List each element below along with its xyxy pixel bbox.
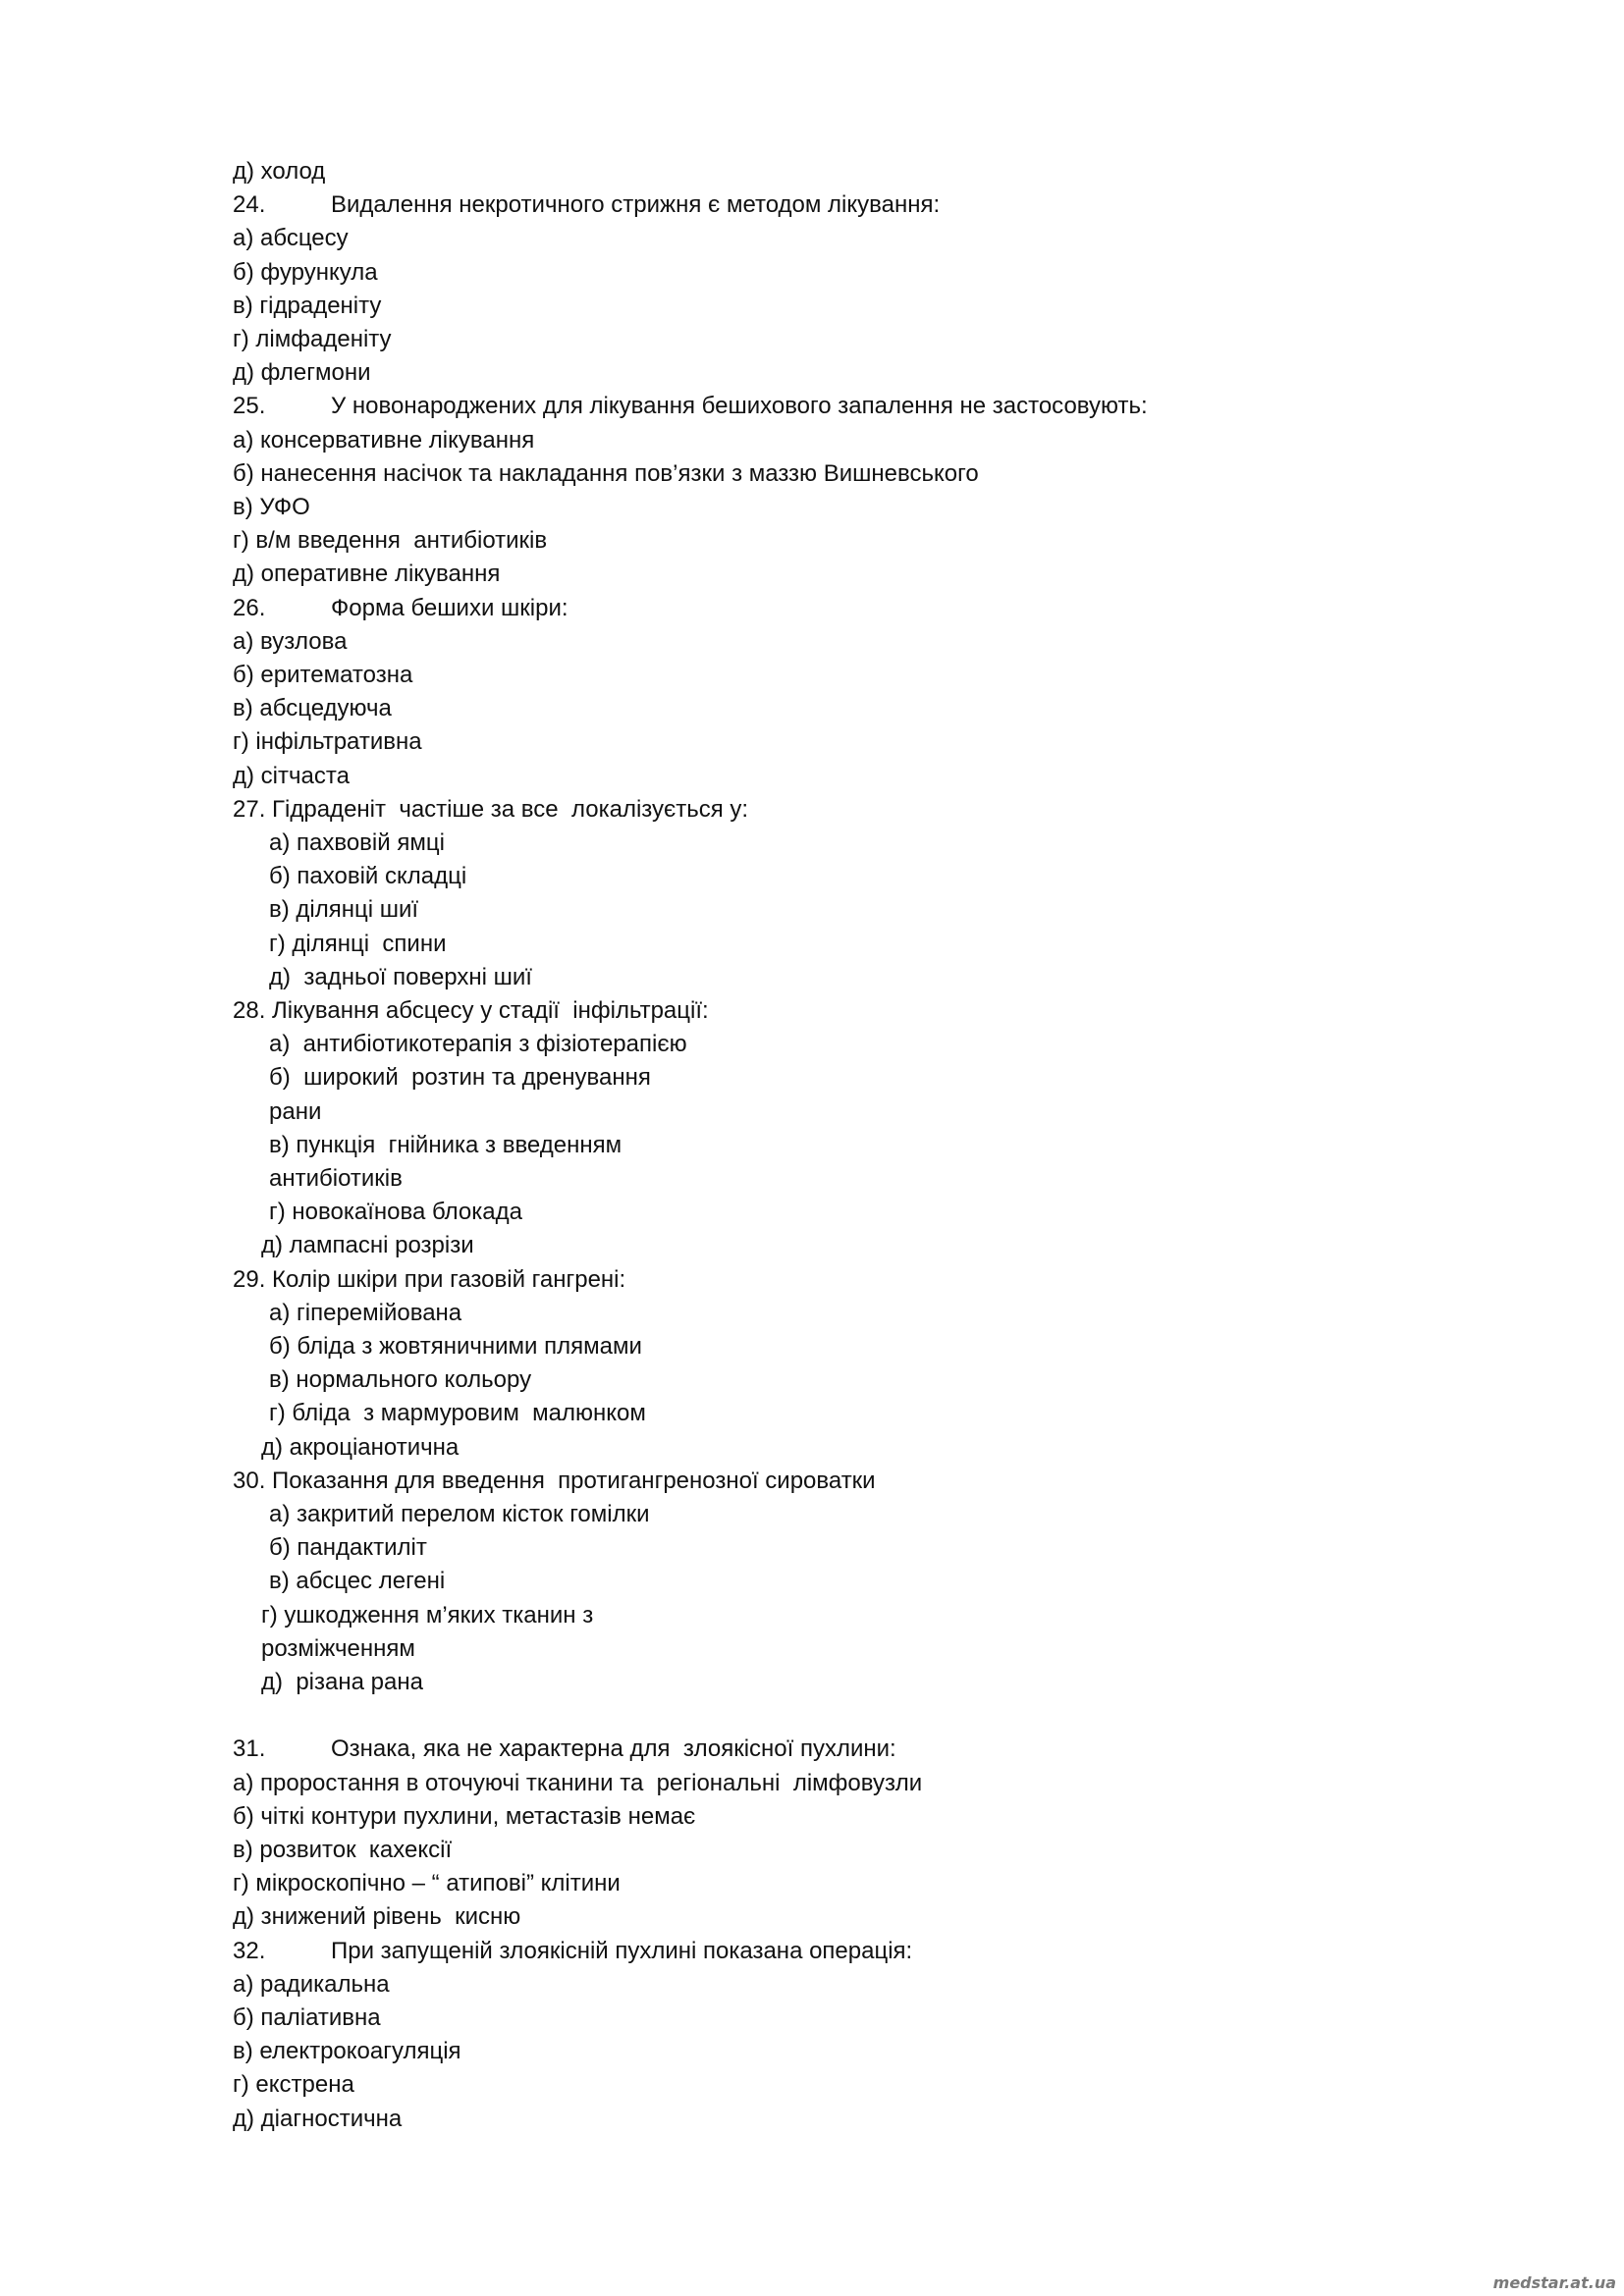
text-line: [233, 155, 325, 188]
text-line: [233, 1767, 922, 1800]
line-text: г) лімфаденіту: [233, 326, 392, 352]
line-text: д) лампасні розрізи: [261, 1232, 474, 1259]
line-text: г) екстрена: [233, 2071, 354, 2099]
question-line: [233, 390, 1148, 423]
text-line: [269, 1330, 642, 1363]
line-text: Форма бешихи шкіри:: [331, 594, 568, 621]
line-text: а) абсцесу: [233, 225, 349, 252]
question-number: 24.: [233, 191, 266, 219]
line-text: д) холод: [233, 158, 326, 185]
text-line: [233, 2068, 354, 2102]
text-line: [261, 1666, 423, 1699]
line-text: При запущеній злоякісній пухлині показана операція:: [331, 1937, 913, 1964]
line-text: б) широкий розтин та дренування: [269, 1064, 651, 1092]
text-line: [269, 1196, 522, 1229]
line-text: в) нормального кольору: [269, 1366, 532, 1394]
line-text: б) бліда з жовтяничними плямами: [269, 1333, 642, 1360]
text-line: [233, 1900, 520, 1934]
text-line: [261, 1632, 415, 1666]
question-line: [233, 1733, 896, 1766]
line-text: б) еритематозна: [233, 662, 413, 688]
text-line: [233, 994, 709, 1028]
line-text: а) гіперемійована: [269, 1299, 462, 1326]
text-line: [269, 1531, 427, 1565]
text-line: [233, 1867, 621, 1900]
line-text: а) вузлова: [233, 627, 348, 655]
watermark: medstar.at.ua: [1492, 2273, 1616, 2292]
line-text: в) пункція гнійника з введенням: [269, 1131, 623, 1158]
text-line: [269, 928, 446, 961]
text-line: [269, 1397, 646, 1430]
line-text: Видалення некротичного стрижня є методом лікування:: [331, 191, 941, 219]
line-text: а) антибіотикотерапія з фізіотерапією: [269, 1031, 687, 1058]
text-line: [233, 424, 534, 457]
text-line: [269, 1129, 622, 1162]
line-text: д) знижений рівень кисню: [233, 1903, 521, 1931]
text-line: [269, 1297, 461, 1330]
question-line: [233, 592, 568, 625]
line-text: б) паховій складці: [269, 863, 467, 890]
line-text: г) бліда з мармуровим малюнком: [269, 1400, 646, 1427]
text-line: [269, 1028, 687, 1061]
question-number: 25.: [233, 393, 266, 420]
line-text: г) мікроскопічно – “ атипові” клітини: [233, 1870, 621, 1897]
line-text: 29. Колір шкіри при газовій гангрені:: [233, 1265, 626, 1293]
text-line: [233, 491, 310, 524]
question-line: [233, 188, 940, 222]
line-text: д) задньої поверхні шиї: [269, 963, 532, 990]
line-text: в) гідраденіту: [233, 292, 382, 319]
question-number: 32.: [233, 1937, 266, 1964]
text-line: [269, 1363, 531, 1397]
line-text: в) ділянці шиї: [269, 896, 419, 924]
line-text: б) фурункула: [233, 258, 378, 286]
question-number: 26.: [233, 594, 266, 621]
line-text: г) в/м введення антибіотиків: [233, 527, 548, 555]
line-text: б) нанесення насічок та накладання пов’язки з маззю Вишневського: [233, 459, 979, 487]
text-line: [269, 961, 532, 994]
line-text: розміжченням: [261, 1634, 415, 1662]
text-line: [261, 1229, 474, 1262]
text-line: [233, 2103, 402, 2136]
line-text: г) ділянці спини: [269, 930, 447, 957]
text-line: [233, 1263, 625, 1297]
line-text: б) чіткі контури пухлини, метастазів немає: [233, 1802, 696, 1830]
text-line: [233, 1834, 452, 1867]
line-text: б) пандактиліт: [269, 1534, 427, 1562]
text-line: [233, 793, 748, 827]
line-text: а) закритий перелом кісток гомілки: [269, 1501, 650, 1527]
text-line: [233, 692, 392, 725]
line-text: д) флегмони: [233, 359, 371, 387]
text-line: [261, 1431, 459, 1465]
text-line: [233, 760, 350, 793]
text-line: [233, 1800, 695, 1834]
text-line: [233, 2035, 461, 2068]
text-line: [233, 290, 381, 323]
text-line: [233, 2002, 381, 2035]
line-text: Ознака, яка не характерна для злоякісної пухлини:: [331, 1735, 896, 1763]
line-text: в) УФО: [233, 494, 310, 520]
text-line: [233, 524, 547, 558]
line-text: в) розвиток кахексії: [233, 1837, 453, 1863]
line-text: антибіотиків: [269, 1165, 403, 1192]
line-text: в) абсцес легені: [269, 1568, 446, 1595]
text-line: [233, 659, 412, 692]
line-text: в) електрокоагуляція: [233, 2038, 461, 2065]
text-line: [269, 1162, 403, 1196]
line-text: рани: [269, 1097, 322, 1125]
text-line: [233, 725, 422, 759]
text-line: [233, 1968, 390, 2002]
line-text: г) ушкодження м’яких тканин з: [261, 1601, 594, 1629]
question-number: 31.: [233, 1735, 266, 1763]
line-text: д) акроціанотична: [261, 1433, 460, 1461]
text-line: [233, 256, 378, 290]
line-text: а) радикальна: [233, 1970, 390, 1998]
text-line: [269, 1565, 445, 1598]
text-line: [233, 625, 347, 659]
line-text: а) пахвовій ямці: [269, 829, 445, 856]
text-line: [233, 558, 500, 591]
text-line: [233, 356, 371, 390]
line-text: 28. Лікування абсцесу у стадії інфільтрації:: [233, 997, 709, 1024]
text-line: [233, 457, 979, 491]
line-text: а) консервативне лікування: [233, 426, 535, 454]
text-line: [233, 1465, 876, 1498]
question-line: [233, 1935, 912, 1968]
line-text: б) паліативна: [233, 2004, 381, 2031]
line-text: г) інфільтративна: [233, 728, 422, 756]
text-line: [269, 827, 445, 860]
line-text: в) абсцедуюча: [233, 695, 392, 722]
text-line: [269, 1498, 650, 1531]
line-text: д) різана рана: [261, 1669, 423, 1695]
text-line: [269, 893, 418, 927]
text-line: [269, 1095, 321, 1129]
line-text: У новонароджених для лікування бешихового запалення не застосовують:: [331, 393, 1148, 420]
line-text: 27. Гідраденіт частіше за все локалізується у:: [233, 795, 749, 823]
text-line: [269, 860, 466, 893]
text-line: [269, 1061, 651, 1095]
text-line: [233, 323, 392, 356]
line-text: г) новокаїнова блокада: [269, 1199, 522, 1226]
line-text: а) проростання в оточуючі тканини та регіональні лімфовузли: [233, 1769, 923, 1796]
text-line: [233, 222, 349, 255]
line-text: 30. Показання для введення протигангренозної сироватки: [233, 1467, 876, 1494]
text-line: [261, 1599, 593, 1632]
line-text: д) оперативне лікування: [233, 561, 501, 588]
line-text: д) діагностична: [233, 2105, 403, 2132]
line-text: д) сітчаста: [233, 762, 350, 789]
